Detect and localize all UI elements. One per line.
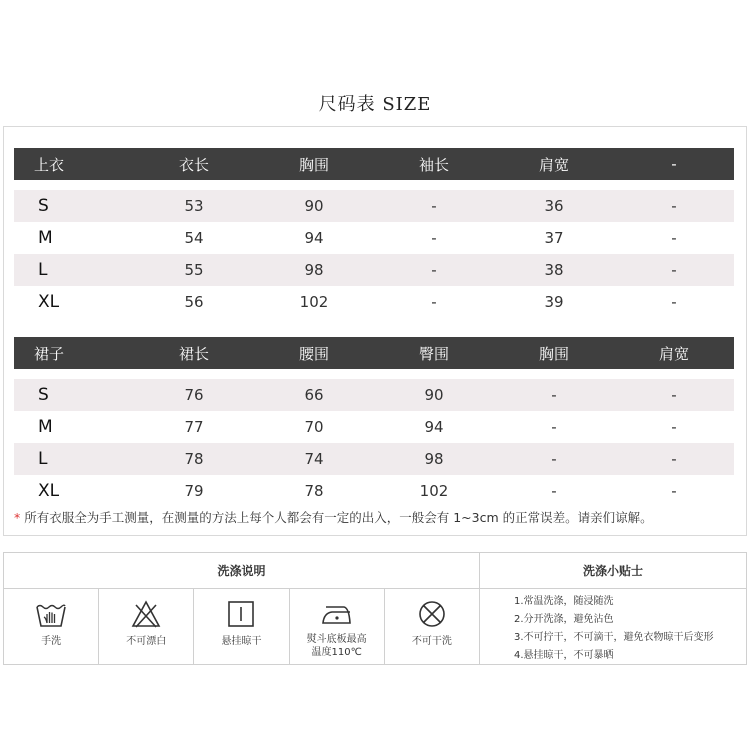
- value-cell: 79: [184, 482, 204, 500]
- size-cell: S: [38, 385, 49, 405]
- value-cell: -: [671, 229, 677, 247]
- value-cell: 37: [544, 229, 564, 247]
- value-cell: 39: [544, 293, 564, 311]
- care-icons-row: [4, 589, 480, 664]
- value-cell: 94: [424, 418, 444, 436]
- value-cell: 98: [304, 261, 324, 279]
- table-row: [14, 222, 734, 254]
- care-icon-cell: [194, 589, 289, 664]
- value-cell: 36: [544, 197, 564, 215]
- care-instructions-title: 洗涤说明: [4, 553, 480, 589]
- value-cell: -: [551, 450, 557, 468]
- value-cell: -: [551, 482, 557, 500]
- list-item: 4.悬挂晾干，不可暴晒: [514, 650, 614, 661]
- size-cell: S: [38, 196, 49, 216]
- list-item: 3.不可拧干，不可滴干，避免衣物晾干后变形: [514, 632, 714, 643]
- value-cell: 77: [184, 418, 204, 436]
- value-cell: 76: [184, 386, 204, 404]
- value-cell: -: [671, 261, 677, 279]
- header-cell: 腰围: [298, 344, 329, 363]
- note-text: 所有衣服全为手工测量，在测量的方法上每个人都会有一定的出入，一般会有 1~3cm 的正常误差。请亲们谅解。: [24, 510, 653, 525]
- value-cell: -: [671, 197, 677, 215]
- table-header-row: [14, 337, 734, 369]
- care-icon-cell: [290, 589, 385, 664]
- header-cell: 胸围: [538, 344, 569, 363]
- table-row: [14, 254, 734, 286]
- header-cell: 袖长: [418, 155, 449, 174]
- value-cell: -: [671, 418, 677, 436]
- hand-wash-icon: [34, 599, 68, 629]
- iron-icon: [320, 599, 354, 629]
- size-cell: XL: [38, 481, 60, 501]
- table-row: [14, 286, 734, 318]
- value-cell: 102: [299, 293, 329, 311]
- table-row: [14, 411, 734, 443]
- care-panel: [3, 552, 747, 665]
- value-cell: 98: [424, 450, 444, 468]
- skirt-size-table: [14, 337, 734, 507]
- header-cell: 胸围: [298, 155, 329, 174]
- value-cell: -: [551, 386, 557, 404]
- care-label: 不可干洗: [411, 636, 452, 647]
- care-label: 不可漂白: [126, 636, 167, 647]
- care-icon-cell: [385, 589, 480, 664]
- value-cell: 94: [304, 229, 324, 247]
- value-cell: 66: [304, 386, 324, 404]
- size-cell: L: [38, 449, 48, 469]
- no-bleach-icon: [129, 599, 163, 629]
- header-cell: -: [671, 155, 677, 173]
- table-row: [14, 443, 734, 475]
- size-cell: L: [38, 260, 48, 280]
- value-cell: 90: [304, 197, 324, 215]
- value-cell: 102: [419, 482, 449, 500]
- hang-dry-icon: [224, 599, 258, 629]
- header-cell: 裙子: [34, 344, 65, 363]
- value-cell: -: [431, 197, 437, 215]
- table-row: [14, 475, 734, 507]
- value-cell: -: [551, 418, 557, 436]
- list-item: 1.常温洗涤，随浸随洗: [514, 596, 614, 607]
- value-cell: 53: [184, 197, 204, 215]
- value-cell: 78: [184, 450, 204, 468]
- value-cell: 54: [184, 229, 204, 247]
- care-label: 悬挂晾干: [221, 636, 262, 647]
- table-row: [14, 379, 734, 411]
- value-cell: -: [671, 386, 677, 404]
- care-label: 熨斗底板最高 温度110℃: [306, 634, 367, 658]
- value-cell: -: [431, 293, 437, 311]
- list-item: 2.分开洗涤，避免沾色: [514, 614, 614, 625]
- size-cell: XL: [38, 292, 60, 312]
- top-size-table: [14, 148, 734, 318]
- size-cell: M: [38, 417, 53, 437]
- value-cell: -: [671, 450, 677, 468]
- value-cell: -: [431, 261, 437, 279]
- header-cell: 臀围: [418, 344, 449, 363]
- value-cell: -: [671, 482, 677, 500]
- value-cell: 90: [424, 386, 444, 404]
- header-cell: 肩宽: [538, 155, 569, 174]
- value-cell: -: [671, 293, 677, 311]
- header-cell: 裙长: [178, 344, 209, 363]
- care-icon-cell: [99, 589, 194, 664]
- value-cell: 78: [304, 482, 324, 500]
- table-row: [14, 190, 734, 222]
- header-cell: 衣长: [178, 155, 209, 174]
- measurement-note: [14, 508, 653, 526]
- value-cell: -: [431, 229, 437, 247]
- size-cell: M: [38, 228, 53, 248]
- value-cell: 74: [304, 450, 324, 468]
- note-star: *: [14, 510, 21, 525]
- care-label: 手洗: [41, 636, 62, 647]
- value-cell: 55: [184, 261, 204, 279]
- care-icon-cell: [4, 589, 99, 664]
- care-tips-list: [514, 593, 744, 665]
- page-title: 尺码表 SIZE: [318, 94, 432, 115]
- value-cell: 70: [304, 418, 324, 436]
- value-cell: 56: [184, 293, 204, 311]
- care-tips-title: 洗涤小贴士: [480, 553, 746, 589]
- table-header-row: [14, 148, 734, 180]
- header-cell: 肩宽: [658, 344, 689, 363]
- value-cell: 38: [544, 261, 564, 279]
- header-cell: 上衣: [34, 155, 65, 174]
- no-dry-clean-icon: [415, 599, 449, 629]
